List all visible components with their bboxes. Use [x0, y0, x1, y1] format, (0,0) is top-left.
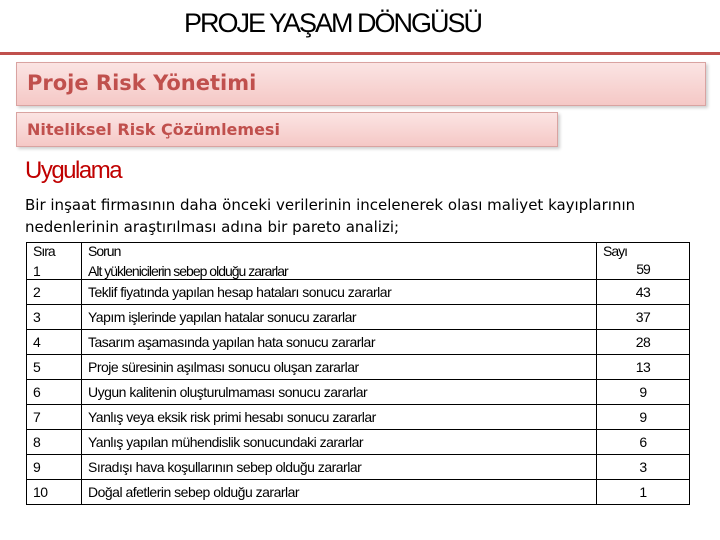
table-row — [27, 405, 690, 430]
table-cell-problem: Sıradışı hava koşullarının sebep olduğu zararlar — [82, 455, 597, 480]
slide-title: PROJE YAŞAM DÖNGÜSÜ — [183, 8, 482, 38]
header-cell-rank — [27, 243, 82, 280]
sub-banner-label: Niteliksel Risk Çözümlemesi — [27, 120, 280, 139]
table-cell-rank: 2 — [27, 280, 82, 305]
table-row — [27, 430, 690, 455]
table-row — [27, 305, 690, 330]
pareto-table — [26, 242, 690, 505]
table-cell-rank: 10 — [27, 480, 82, 505]
main-banner-label: Proje Risk Yönetimi — [27, 71, 257, 95]
table-cell-rank: 1 — [33, 263, 40, 279]
table-cell-rank: 3 — [27, 305, 82, 330]
table-cell-count: 9 — [597, 380, 690, 405]
table-cell-problem: Alt yüklenicilerin sebep olduğu zararlar — [88, 263, 288, 279]
header-problem-label: Sorun — [88, 243, 121, 259]
table-cell-rank: 5 — [27, 355, 82, 380]
table-cell-count: 1 — [597, 480, 690, 505]
header-cell-problem — [82, 243, 597, 280]
table-row — [27, 380, 690, 405]
sub-banner — [16, 112, 558, 147]
table-cell-problem: Yanlış yapılan mühendislik sonucundaki zararlar — [82, 430, 597, 455]
table-row — [27, 480, 690, 505]
table-cell-problem: Teklif fiyatında yapılan hesap hataları sonucu zararlar — [82, 280, 597, 305]
table-cell-rank: 9 — [27, 455, 82, 480]
table-cell-problem: Tasarım aşamasında yapılan hata sonucu zararlar — [82, 330, 597, 355]
table-cell-rank: 8 — [27, 430, 82, 455]
header-count-label: Sayı — [603, 243, 628, 259]
table-cell-count: 43 — [597, 280, 690, 305]
header-rank-label: Sıra — [33, 243, 55, 259]
table-cell-count: 37 — [597, 305, 690, 330]
table-row — [27, 355, 690, 380]
header-cell-count — [597, 243, 690, 280]
table-cell-count: 28 — [597, 330, 690, 355]
table-cell-problem: Uygun kalitenin oluşturulmaması sonucu zararlar — [82, 380, 597, 405]
table-cell-count: 13 — [597, 355, 690, 380]
table-cell-count: 6 — [597, 430, 690, 455]
table-cell-problem: Yanlış veya eksik risk primi hesabı sonucu zararlar — [82, 405, 597, 430]
table-cell-count: 59 — [636, 261, 650, 277]
table-cell-rank: 4 — [27, 330, 82, 355]
section-heading: Uygulama — [25, 157, 122, 184]
table-row — [27, 455, 690, 480]
table-cell-problem: Doğal afetlerin sebep olduğu zararlar — [82, 480, 597, 505]
table-cell-problem: Yapım işlerinde yapılan hatalar sonucu zararlar — [82, 305, 597, 330]
table-row — [27, 330, 690, 355]
intro-paragraph: Bir inşaat firmasının daha önceki verilerinin incelenerek olası maliyet kayıplarının nedenlerinin araştırılması adına bir pareto analizi; — [25, 196, 636, 236]
table-row — [27, 280, 690, 305]
table-cell-problem: Proje süresinin aşılması sonucu oluşan zararlar — [82, 355, 597, 380]
table-header-row — [27, 243, 690, 280]
table-cell-rank: 6 — [27, 380, 82, 405]
main-banner — [16, 62, 706, 106]
table-cell-count: 3 — [597, 455, 690, 480]
table-cell-rank: 7 — [27, 405, 82, 430]
title-divider — [0, 52, 720, 55]
table-cell-count: 9 — [597, 405, 690, 430]
